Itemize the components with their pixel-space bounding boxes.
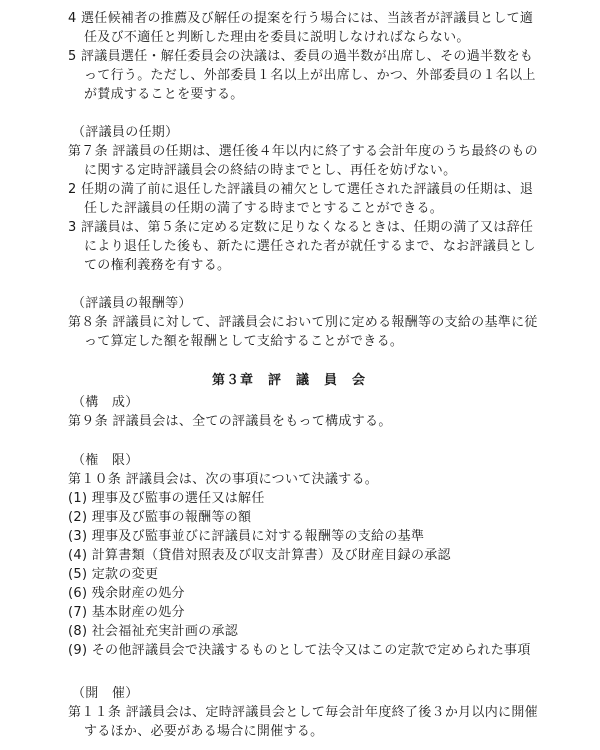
article7-para1-line1: 第７条 評議員の任期は、選任後４年以内に終了する会計年度のうち最終のもの <box>68 144 538 159</box>
article7-para1-line2: に関する定時評議員会の終結の時までとし、再任を妨げない。 <box>84 163 457 178</box>
article8-para1-line2: って算定した額を報酬として支給することができる。 <box>84 334 404 349</box>
article7-para3-line2: により退任した後も、新たに選任された者が就任するまで、なお評議員とし <box>84 239 536 254</box>
article10-item-7: (7) 基本財産の処分 <box>68 605 185 620</box>
article10-item-6: (6) 残余財産の処分 <box>68 586 185 601</box>
article8-heading: （評議員の報酬等） <box>72 296 192 311</box>
article7-para3-line3: ての権利義務を有する。 <box>84 258 231 273</box>
article6-para5-line1: 5 評議員選任・解任委員会の決議は、委員の過半数が出席し、その過半数をも <box>68 49 534 64</box>
article11-heading: （開 催） <box>72 686 139 701</box>
article6-para5-line2: って行う。ただし、外部委員１名以上が出席し、かつ、外部委員の１名以上 <box>84 68 536 83</box>
article6-para4-line1: 4 選任候補者の推薦及び解任の提案を行う場合には、当該者が評議員として適 <box>68 11 534 26</box>
article7-para3-line1: 3 評議員は、第５条に定める定数に足りなくなるときは、任期の満了又は辞任 <box>68 220 534 235</box>
article6-para5-line3: が賛成することを要する。 <box>84 87 244 102</box>
article10-item-9: (9) その他評議員会で決議するものとして法令又はこの定款で定められた事項 <box>68 643 531 658</box>
article10-item-3: (3) 理事及び監事並びに評議員に対する報酬等の支給の基準 <box>68 529 425 544</box>
article10-para1-line1: 第１０条 評議員会は、次の事項について決議する。 <box>68 472 379 487</box>
article7-para2-line1: 2 任期の満了前に退任した評議員の補欠として選任された評議員の任期は、退 <box>68 182 534 197</box>
article8-para1-line1: 第８条 評議員に対して、評議員会において別に定める報酬等の支給の基準に従 <box>68 315 538 330</box>
article10-item-2: (2) 理事及び監事の報酬等の額 <box>68 510 252 525</box>
article10-heading: （権 限） <box>72 453 139 468</box>
article11-para1-line2: するほか、必要がある場合に開催する。 <box>84 724 324 739</box>
article7-para2-line2: 任した評議員の任期の満了する時までとすることができる。 <box>84 201 444 216</box>
article6-para4-line2: 任及び不適任と判断した理由を委員に説明しなければならない。 <box>84 30 470 45</box>
article11-para1-line1: 第１１条 評議員会は、定時評議員会として毎会計年度終了後３か月以内に開催 <box>68 705 538 720</box>
article9-para1-line1: 第９条 評議員会は、全ての評議員をもって構成する。 <box>68 414 392 429</box>
chapter3-title: 第３章 評 議 員 会 <box>212 373 367 388</box>
article9-heading: （構 成） <box>72 395 139 410</box>
article10-item-1: (1) 理事及び監事の選任又は解任 <box>68 491 265 506</box>
article10-item-8: (8) 社会福祉充実計画の承認 <box>68 624 239 639</box>
article7-heading: （評議員の任期） <box>72 125 179 140</box>
article10-item-5: (5) 定款の変更 <box>68 567 159 582</box>
article10-item-4: (4) 計算書類（貸借対照表及び収支計算書）及び財産目録の承認 <box>68 548 451 563</box>
